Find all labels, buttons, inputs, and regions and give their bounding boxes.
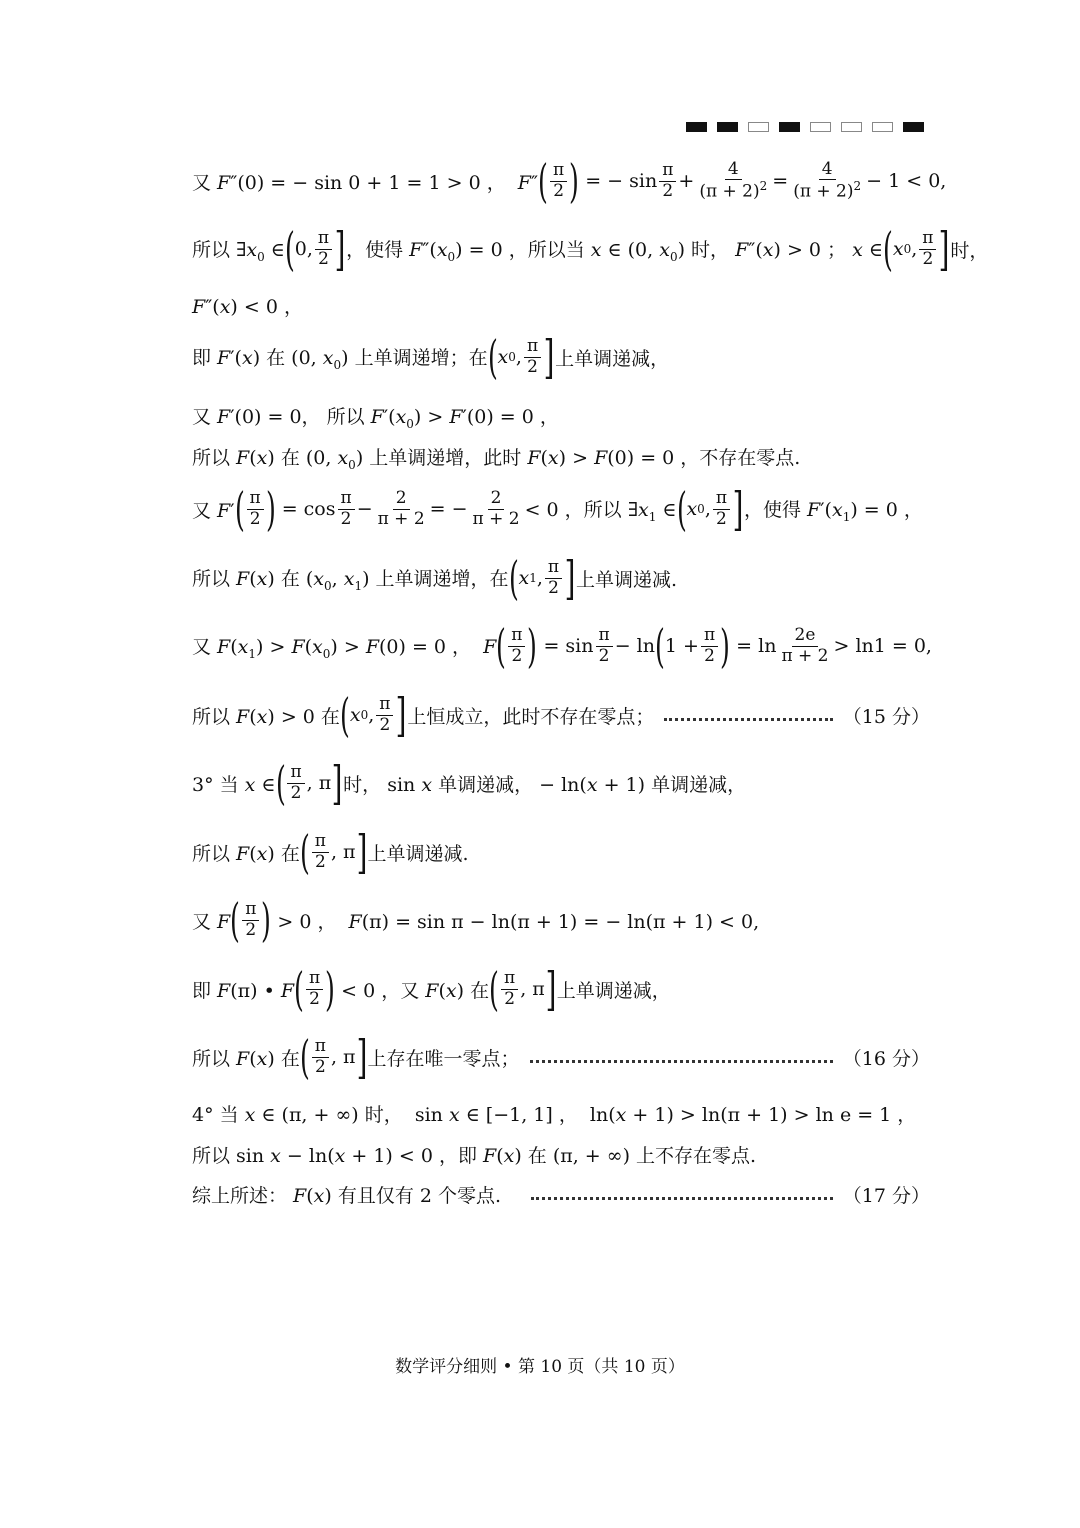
header-mark <box>717 122 738 132</box>
solution-line-7: 又 F′ ( $\frac{\pi}{2}$ ) = cos $\frac{\pi}{2}$ − $\frac{2}{\pi + 2}$ = − $\frac{2}{\pi + 2}$ < 0 ，所以 $\exists x_1$ ∈ ( x 0 , $\frac{\pi}{2}$ ] ，使得 $F'(x_1) = 0$ ， <box>192 482 923 536</box>
header-mark <box>903 122 924 132</box>
solution-line-9: 又 $F(x_1) > F(x_0) > F(0) = 0$ ， F ( $\frac{\pi}{2}$ ) = sin $\frac{\pi}{2}$ − ln ( 1 + $\frac{\pi}{2}$ ) = ln $\frac{2e}{\pi + 2}$ > ln1 = 0, <box>192 619 932 673</box>
score-17: （17 分） <box>842 1185 930 1207</box>
score-15: （15 分） <box>842 705 930 728</box>
solution-line-6: 所以 F(x) 在 (0, $x_0$) 上单调递增，此时 F(x) > F(0) = 0 ，不存在零点. <box>192 447 801 472</box>
solution-line-1: 又 F″(0) = − sin 0 + 1 = 1 > 0 ， F″ ( $\frac{\pi}{2}$ ) = − sin $\frac{\pi}{2}$ + $\frac{4}{(\pi + 2)^2}$ = $\frac{4}{(\pi + 2)^2}$ − 1 < 0, <box>192 154 947 208</box>
solution-line-12: 所以 F(x) 在 ( $\frac{\pi}{2}$ , π ] 上单调递减. <box>192 825 469 879</box>
solution-line-3: F″(x) < 0 ， <box>192 296 303 318</box>
score-leader-dots <box>664 710 832 721</box>
solution-line-10: 所以 F(x) > 0 在 ( x 0 , $\frac{\pi}{2}$ ] 上恒成立，此时不存在零点； （15 分） <box>192 688 930 742</box>
solution-line-2: 所以 $\exists x_0$ ∈ ( 0, $\frac{\pi}{2}$ ] ，使得 $F''(x_0) = 0$ ，所以当 x ∈ (0, $x_0$) 时， F″(x) > 0 ； x ∈ ( x 0 , $\frac{\pi}{2}$ ] 时， <box>192 222 989 276</box>
solution-line-8: 所以 F(x) 在 ($x_0$, $x_1$) 上单调递增，在 ( x 1 , $\frac{\pi}{2}$ ] 上单调递减. <box>192 551 678 605</box>
score-leader-dots <box>530 1052 833 1063</box>
solution-line-4: 即 F′(x) 在 (0, $x_0$) 上单调递增；在 ( x 0 , $\frac{\pi}{2}$ ] 上单调递减， <box>192 330 670 384</box>
score-leader-dots <box>531 1189 833 1200</box>
solution-line-15: 所以 F(x) 在 ( $\frac{\pi}{2}$ , π ] 上存在唯一零点； （16 分） <box>192 1030 930 1084</box>
header-mark <box>841 122 862 132</box>
score-16: （16 分） <box>842 1047 930 1070</box>
solution-line-16: 4° 当 x ∈ (π, + ∞) 时， sin x ∈ [−1, 1] ， ln(x + 1) > ln(π + 1) > ln e = 1 ， <box>192 1104 917 1126</box>
solution-line-14: 即 F(π) • F ( $\frac{\pi}{2}$ ) < 0 ，又 F(x) 在 ( $\frac{\pi}{2}$ , π ] 上单调递减， <box>192 962 671 1016</box>
page-footer: 数学评分细则 • 第 10 页（共 10 页） <box>395 1357 685 1377</box>
solution-line-17: 所以 sin x − ln(x + 1) < 0 ，即 F(x) 在 (π, + ∞) 上不存在零点. <box>192 1145 757 1167</box>
header-mark <box>779 122 800 132</box>
header-mark <box>872 122 893 132</box>
header-mark <box>686 122 707 132</box>
solution-line-13: 又 F ( $\frac{\pi}{2}$ ) > 0 ， F(π) = sin π − ln(π + 1) = − ln(π + 1) < 0, <box>192 893 760 947</box>
header-mark <box>810 122 831 132</box>
solution-line-18: 综上所述： F(x) 有且仅有 2 个零点. （17 分） <box>192 1181 930 1208</box>
header-mark <box>748 122 769 132</box>
header-marks <box>686 122 924 132</box>
solution-line-11: 3° 当 x ∈ ( $\frac{\pi}{2}$ , π ] 时， sin x 单调递减， − ln(x + 1) 单调递减， <box>192 756 747 810</box>
solution-line-5: 又 F′(0) = 0， 所以 $F'(x_0) > F'(0) = 0$ ， <box>192 406 559 431</box>
